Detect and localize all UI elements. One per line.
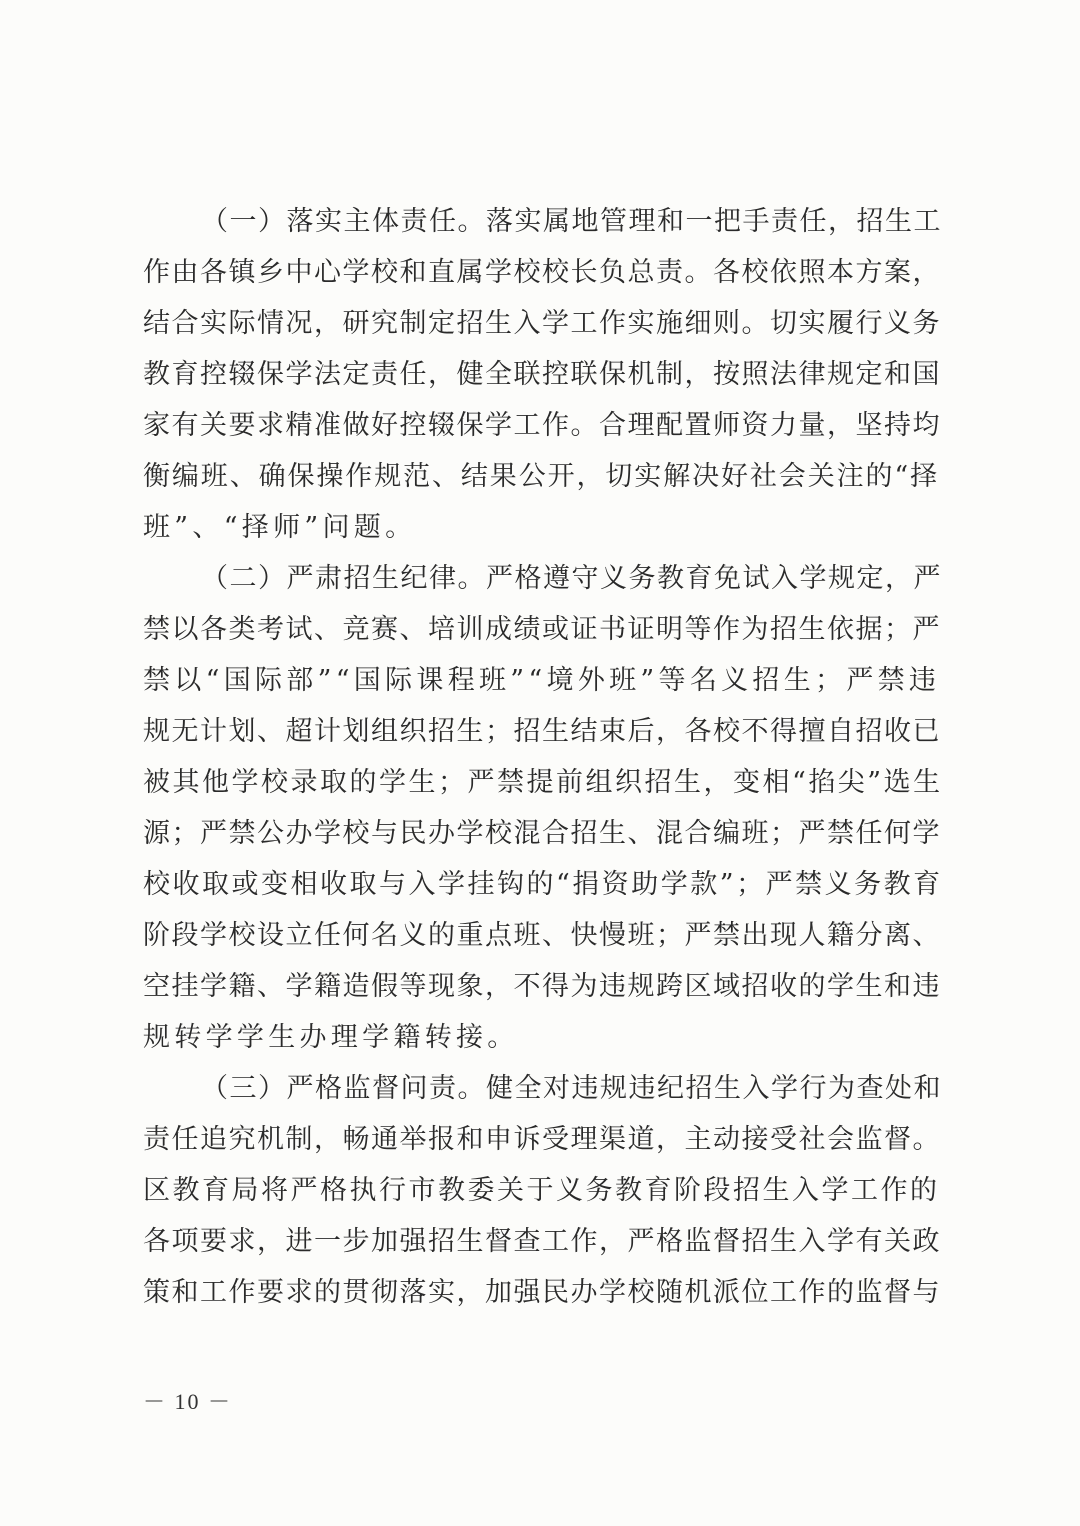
body-text — [143, 196, 943, 1318]
paragraph-1-heading-line: （一）落实主体责任。落实属地管理和一把手责任，招生工 — [201, 206, 942, 237]
text-line: 禁以各类考试、竞赛、培训成绩或证书证明等作为招生依据；严 — [143, 614, 941, 645]
text-line: 衡编班、确保操作规范、结果公开，切实解决好社会关注的“择 — [143, 461, 940, 492]
text-line: 家有关要求精准做好控辍保学工作。合理配置师资力量，坚持均 — [143, 410, 941, 441]
text-line: 结合实际情况，研究制定招生入学工作实施细则。切实履行义务 — [143, 308, 941, 339]
text-line: 源；严禁公办学校与民办学校混合招生、混合编班；严禁任何学 — [143, 818, 941, 849]
page-number: － 10 － — [143, 1389, 233, 1414]
paragraph-3-heading-line: （三）严格监督问责。健全对违规违纪招生入学行为查处和 — [201, 1073, 942, 1104]
text-line: 规转学学生办理学籍转接。 — [143, 1022, 519, 1053]
text-line: 区教育局将严格执行市教委关于义务教育阶段招生入学工作的 — [143, 1175, 940, 1206]
text-line: 班”、“择师”问题。 — [143, 512, 417, 543]
paragraph-2-heading-line: （二）严肃招生纪律。严格遵守义务教育免试入学规定，严 — [201, 563, 942, 594]
text-line: 规无计划、超计划组织招生；招生结束后，各校不得擅自招收已 — [143, 716, 941, 747]
text-line: 校收取或变相收取与入学挂钩的“捐资助学款”；严禁义务教育 — [143, 869, 943, 900]
text-line: 责任追究机制，畅通举报和申诉受理渠道，主动接受社会监督。 — [143, 1124, 941, 1155]
text-line: 策和工作要求的贯彻落实，加强民办学校随机派位工作的监督与 — [143, 1277, 941, 1308]
text-line: 空挂学籍、学籍造假等现象，不得为违规跨区域招收的学生和违 — [143, 971, 941, 1002]
text-line: 阶段学校设立任何名义的重点班、快慢班；严禁出现人籍分离、 — [143, 920, 941, 951]
text-line: 被其他学校录取的学生；严禁提前组织招生，变相“掐尖”选生 — [143, 767, 943, 798]
text-line: 作由各镇乡中心学校和直属学校校长负总责。各校依照本方案， — [143, 257, 941, 288]
text-line: 教育控辍保学法定责任，健全联控联保机制，按照法律规定和国 — [143, 359, 941, 390]
text-line: 禁以“国际部”“国际课程班”“境外班”等名义招生；严禁违 — [143, 665, 941, 696]
text-line: 各项要求，进一步加强招生督查工作，严格监督招生入学有关政 — [143, 1226, 941, 1257]
